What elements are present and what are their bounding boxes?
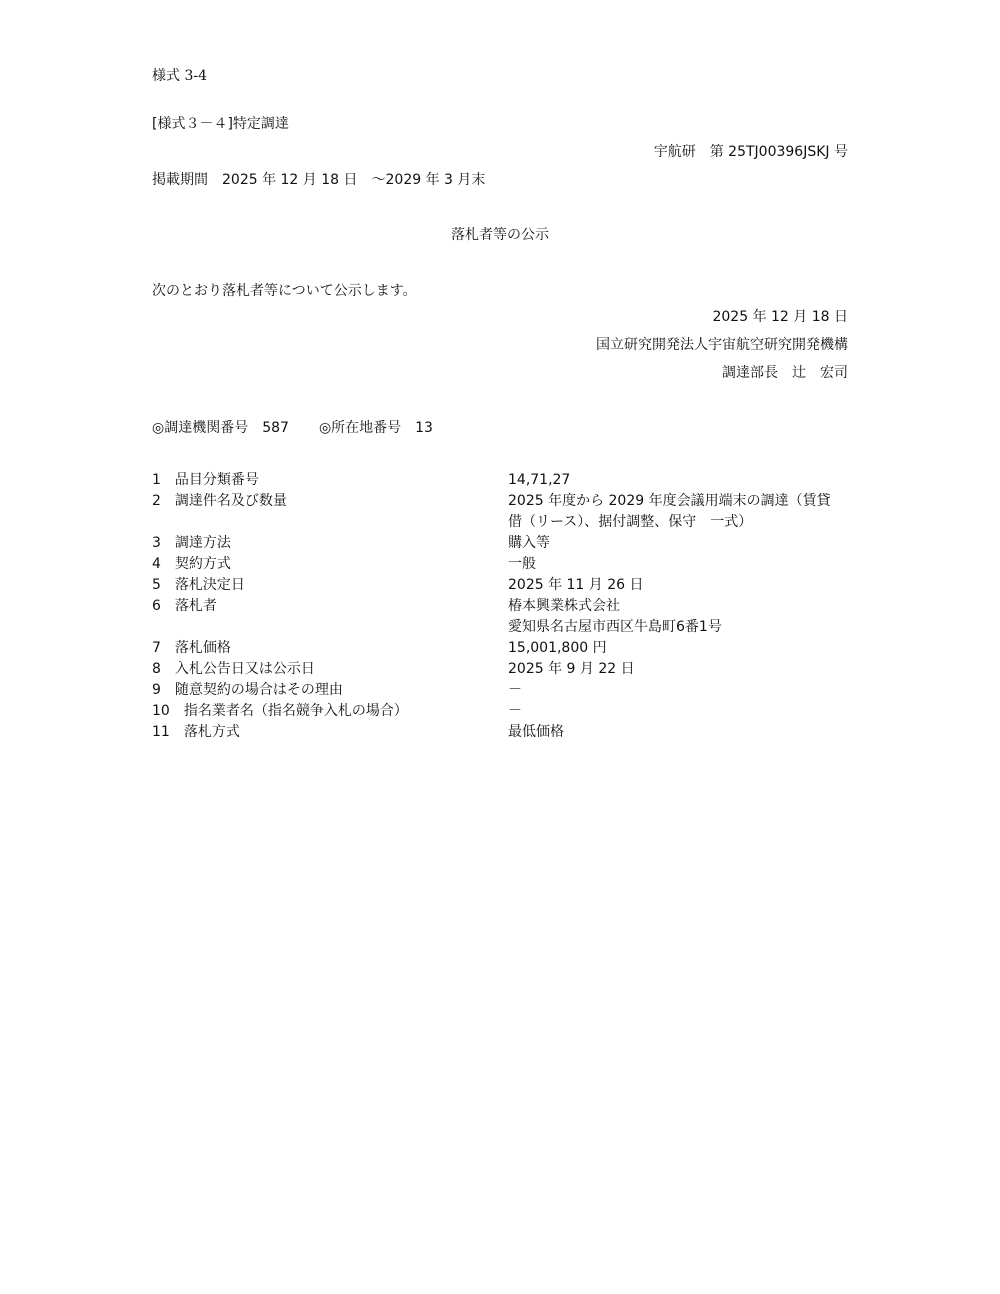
item-label: 6 落札者 <box>152 598 217 614</box>
reference-number: 宇航研 第 25TJ00396JSKJ 号 <box>653 144 848 160</box>
item-label: 2 調達件名及び数量 <box>152 493 287 509</box>
list-item <box>152 554 852 575</box>
item-value: 一般 <box>508 556 536 572</box>
item-label: 4 契約方式 <box>152 556 231 572</box>
page-title: 落札者等の公示 <box>451 227 549 243</box>
intro-text: 次のとおり落札者等について公示します。 <box>152 283 417 299</box>
item-label: 9 随意契約の場合はその理由 <box>152 682 343 698</box>
item-value: － <box>508 703 522 719</box>
location-code: ◎所在地番号 13 <box>318 420 433 436</box>
list-item <box>152 638 852 659</box>
organization-name: 国立研究開発法人宇宙航空研究開発機構 <box>596 337 848 353</box>
item-label: 8 入札公告日又は公示日 <box>152 661 315 677</box>
list-item <box>152 491 852 530</box>
item-value: 14,71,27 <box>508 472 571 488</box>
official-name: 調達部長 辻 宏司 <box>722 365 848 381</box>
item-value: 2025 年度から 2029 年度会議用端末の調達（賃貸 <box>508 493 831 509</box>
item-value: 2025 年 9 月 22 日 <box>508 661 635 677</box>
list-item <box>152 722 852 743</box>
list-item <box>152 659 852 680</box>
list-item <box>152 680 852 701</box>
list-item <box>152 470 852 491</box>
agency-code: ◎調達機関番号 587 <box>152 420 289 436</box>
posting-period: 掲載期間 2025 年 12 月 18 日 ～2029 年 3 月末 <box>152 172 486 188</box>
list-item <box>152 701 852 722</box>
item-value: － <box>508 682 522 698</box>
item-label: 1 品目分類番号 <box>152 472 259 488</box>
issue-date: 2025 年 12 月 18 日 <box>712 309 848 325</box>
code-line <box>152 418 433 439</box>
list-item <box>152 533 852 554</box>
item-label: 5 落札決定日 <box>152 577 245 593</box>
item-value: 借（リース）、据付調整、保守 一式） <box>508 514 753 530</box>
item-value: 15,001,800 円 <box>508 640 607 656</box>
item-value: 2025 年 11 月 26 日 <box>508 577 644 593</box>
item-value: 最低価格 <box>508 724 564 740</box>
item-value: 愛知県名古屋市西区牛島町6番1号 <box>508 619 722 635</box>
item-value: 椿本興業株式会社 <box>508 598 620 614</box>
item-label: 10 指名業者名（指名競争入札の場合） <box>152 703 408 719</box>
list-item <box>152 596 852 635</box>
item-value: 購入等 <box>508 535 550 551</box>
form-number: 様式 3-4 <box>152 68 207 84</box>
item-label: 11 落札方式 <box>152 724 240 740</box>
list-item <box>152 575 852 596</box>
form-title: [様式３－４]特定調達 <box>152 116 289 132</box>
item-label: 3 調達方法 <box>152 535 231 551</box>
item-label: 7 落札価格 <box>152 640 231 656</box>
